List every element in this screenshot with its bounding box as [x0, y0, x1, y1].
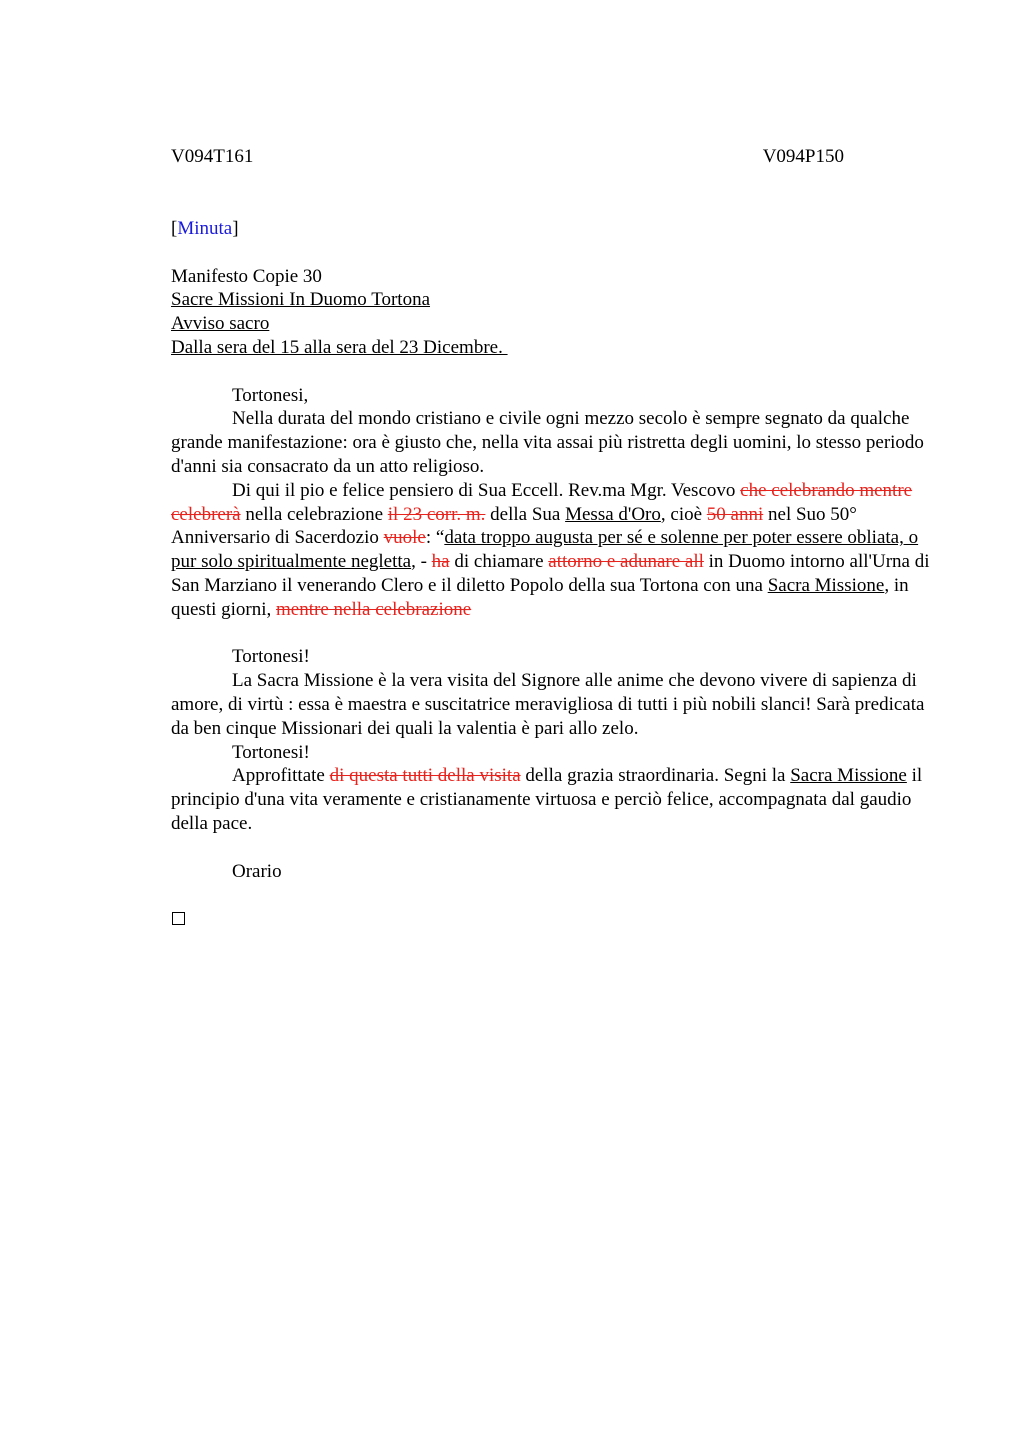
salutation-2: Tortonesi! — [232, 646, 310, 668]
underlined-text: Sacra Missione — [767, 574, 885, 596]
intro-line-notice: Avviso sacro — [171, 313, 270, 335]
paragraph-3: La Sacra Missione è la vera visita del Signore alle anime che devono vivere di sapienza di amore, di virtù : essa è maestra e suscitatrice meravigliosa di tutti i più nobili slanci! Sarà predicata da ben cinque Missionari dei quali la valentia è pari allo zelo. — [171, 670, 925, 739]
intro-line-dates: Dalla sera del 15 alla sera del 23 Dicembre. — [171, 336, 508, 358]
document-code-left: V094T161 — [171, 146, 254, 167]
deletion: di questa tutti della visita — [329, 765, 521, 787]
underlined-text: Sacra Missione — [790, 765, 907, 787]
deletion: che celebrando mentre celebrerà — [171, 479, 913, 525]
deletion: il 23 corr. m. — [387, 503, 486, 525]
minuta-label: Minuta — [177, 218, 233, 239]
paragraph-2: Di qui il pio e felice pensiero di Sua Eccell. Rev.ma Mgr. Vescovo che celebrando mentre celebrerà nella celebrazione il 23 corr. m. della Sua Messa d'Oro, cioè 50 anni nel Suo 50° Anniversario di Sacerdozio vuole: “data troppo augusta per sé e solenne per poter essere obliata, o pur solo spiritualmente negletta, - ha di chiamare attorno e adunare all in Duomo intorno all'Urna di San Marziano il venerando Clero e il diletto Popolo della sua Tortona con una Sacra Missione, in questi giorni, mentre nella celebrazione — [171, 479, 930, 620]
paragraph-4: Approfittate di questa tutti della visita della grazia straordinaria. Segni la Sacra Missione il principio d'una vita veramente e cristianamente virtuosa e perciò felice, accompagnata dal gaudio della pace. — [171, 765, 923, 834]
deletion: mentre nella celebrazione — [276, 598, 472, 620]
salutation-1: Tortonesi, — [232, 384, 309, 406]
orario-heading: Orario — [232, 860, 282, 882]
deletion: attorno e adunare all — [548, 551, 704, 573]
document-code-right: V094P150 — [762, 146, 844, 167]
underlined-text: Messa d'Oro — [565, 503, 661, 525]
paragraph-1: Nella durata del mondo cristiano e civile ogni mezzo secolo è sempre segnato da qualche grande manifestazione: ora è giusto che, nella vita assai più ristretta degli uomini, lo stesso periodo d'anni sia consacrato da un atto religioso. — [171, 408, 924, 477]
minuta-annotation: [Minuta] — [171, 218, 239, 239]
document-body — [171, 217, 931, 931]
deletion: ha — [431, 551, 450, 573]
intro-line-copies: Manifesto Copie 30 — [171, 265, 322, 287]
deletion: vuole — [383, 527, 426, 549]
deletion: 50 anni — [706, 503, 764, 525]
document-header — [171, 146, 844, 170]
underlined-text: data troppo augusta per sé e solenne per poter essere obliata, o pur solo spiritualmente negletta — [171, 527, 919, 573]
salutation-3: Tortonesi! — [232, 741, 310, 763]
intro-line-title: Sacre Missioni In Duomo Tortona — [171, 289, 431, 311]
checkbox-icon[interactable] — [172, 912, 185, 925]
